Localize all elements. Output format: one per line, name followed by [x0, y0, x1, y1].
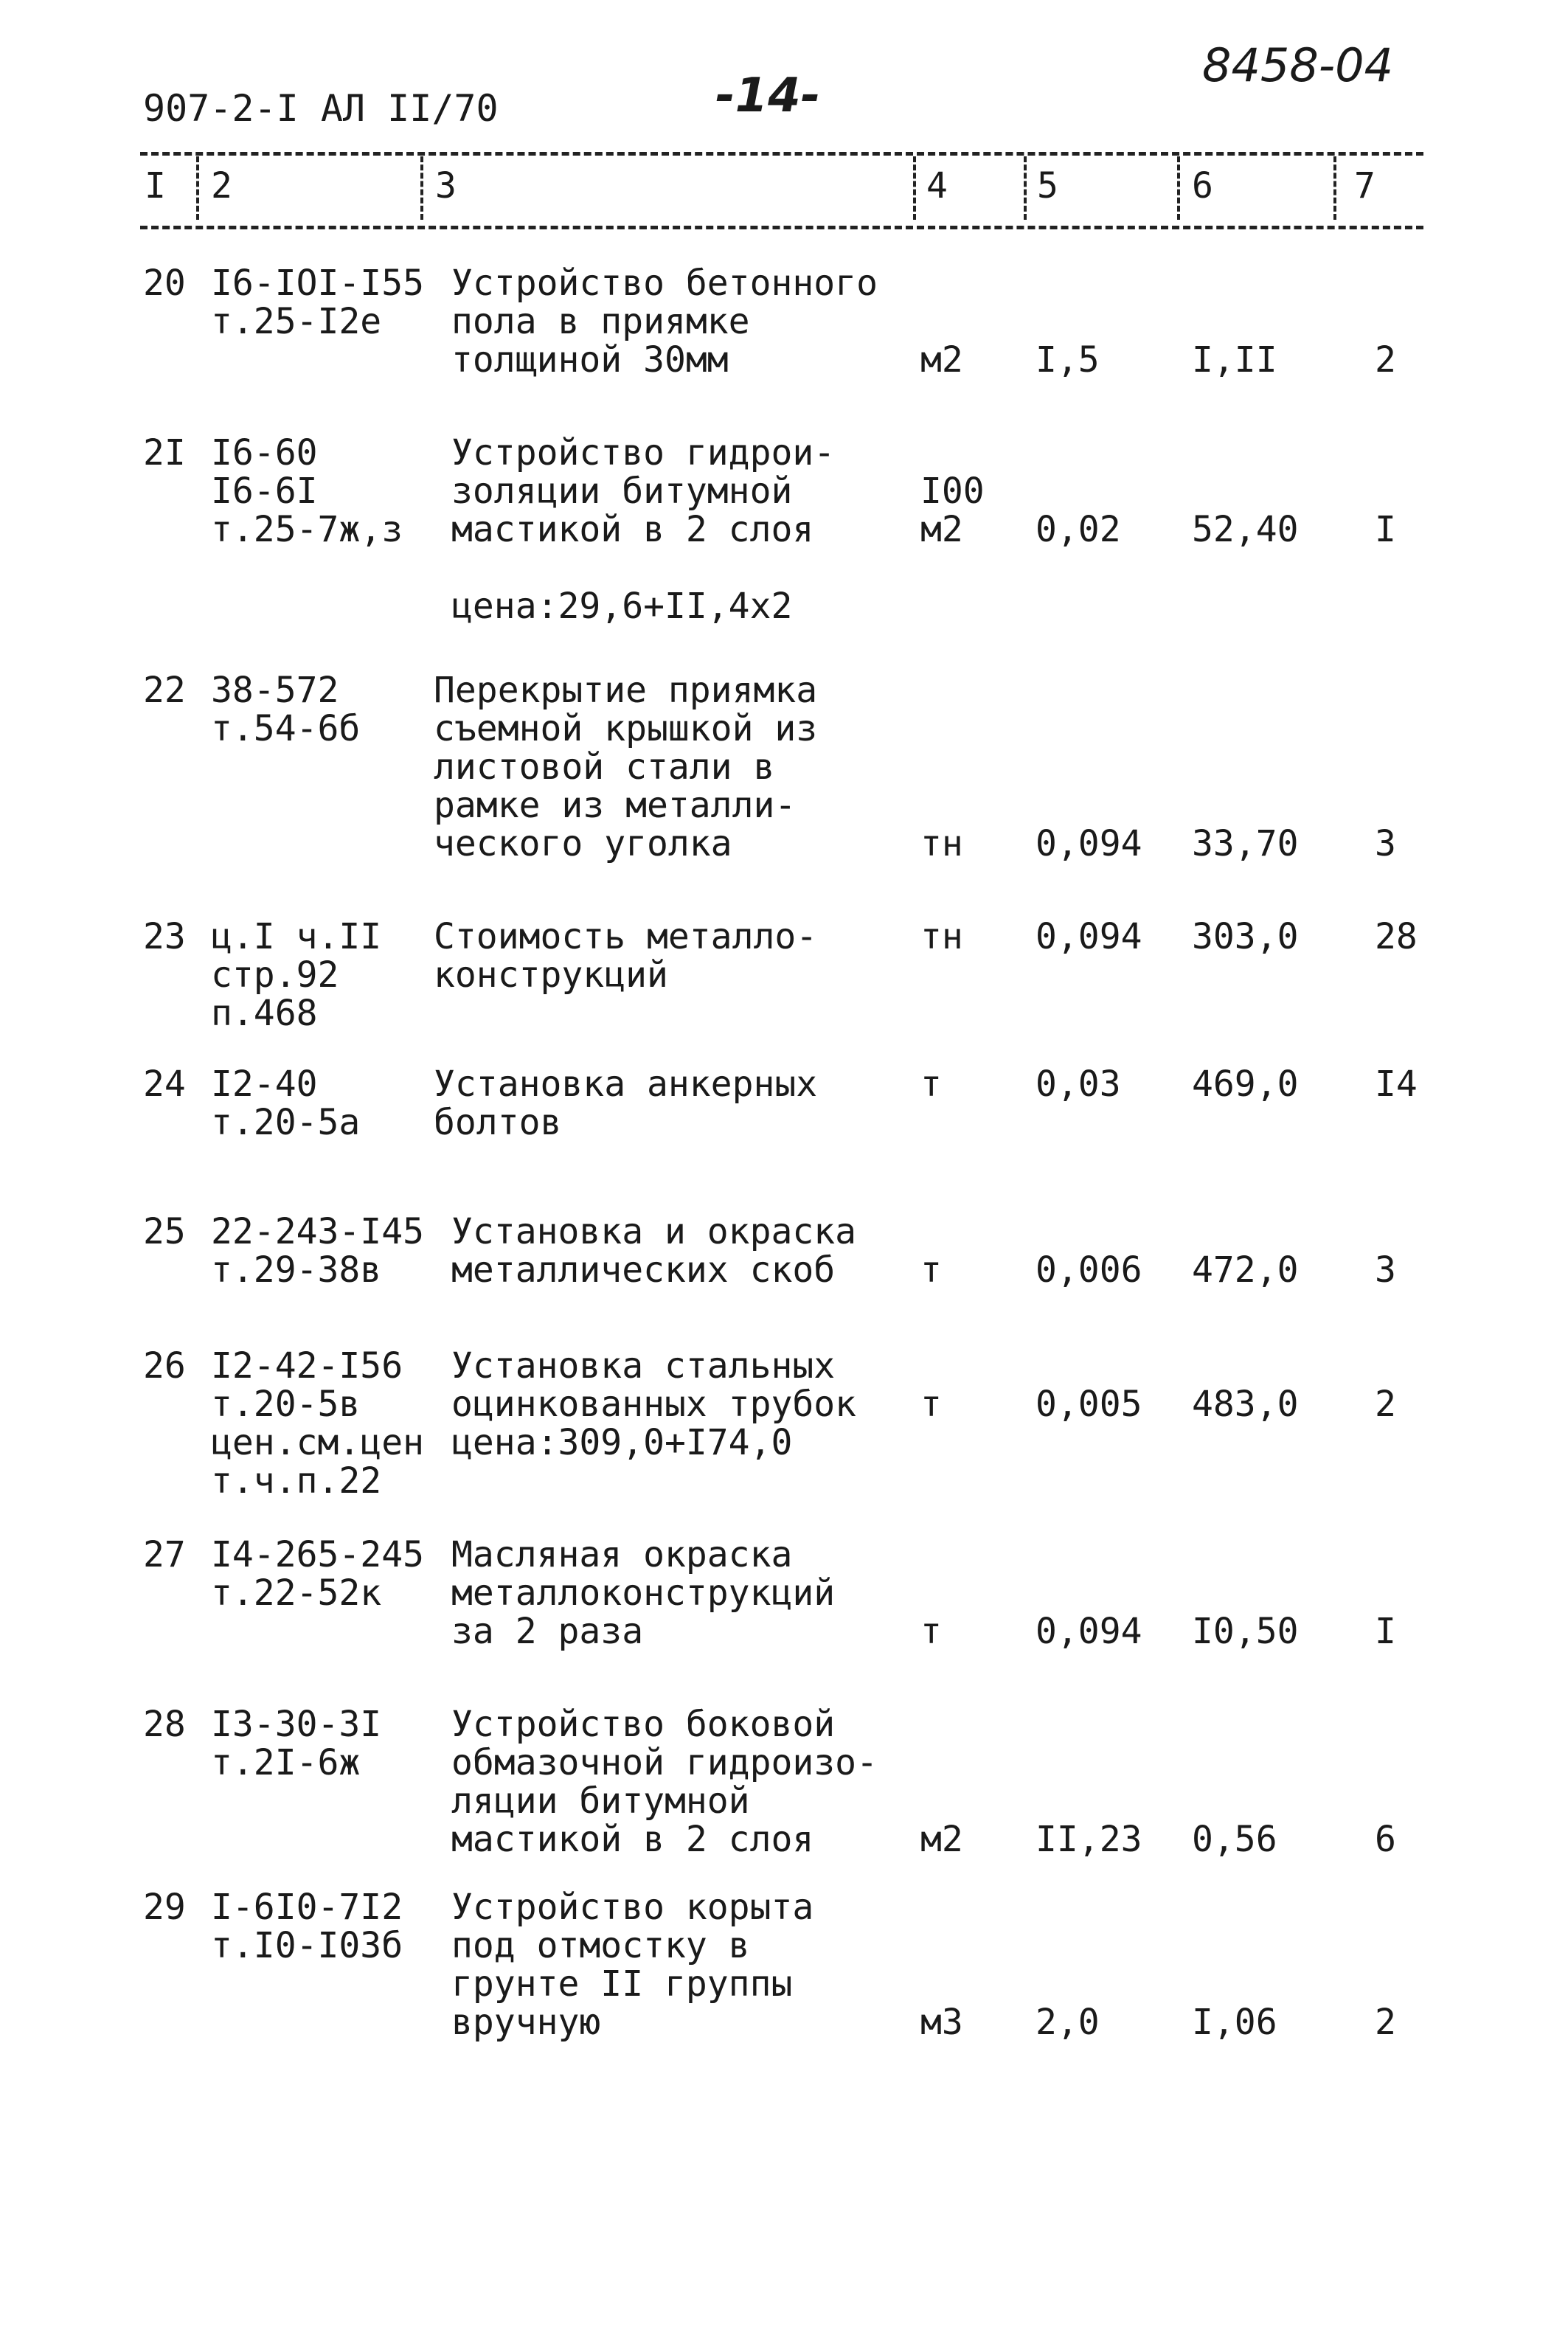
total-cost: 2	[1375, 2002, 1396, 2043]
row-number: 23	[143, 916, 186, 957]
quantity: I,5	[1035, 339, 1100, 381]
total-cost: I	[1375, 1611, 1396, 1652]
unit-price: 303,0	[1192, 916, 1299, 957]
work-description: Перекрытие приямка съемной крышкой из листовой стали в рамке из металли- ческого уголка	[434, 670, 818, 864]
column-header-1: I	[145, 165, 166, 207]
unit-price: 0,56	[1192, 1819, 1277, 1860]
row-number: 25	[143, 1211, 186, 1252]
work-description: Стоимость металло- конструкций	[434, 916, 818, 996]
norm-code: 22-243-I45 т.29-38в	[211, 1211, 424, 1291]
row-number: 2I	[143, 432, 186, 473]
total-cost: 2	[1375, 1384, 1396, 1425]
unit: т	[920, 1249, 942, 1291]
work-description: Масляная окраска металлоконструкций за 2 раза	[451, 1534, 836, 1652]
row-number: 26	[143, 1345, 186, 1387]
unit-price: 472,0	[1192, 1249, 1299, 1291]
norm-code: I6-60 I6-6I т.25-7ж,з	[211, 432, 403, 550]
column-header-3: 3	[435, 165, 457, 207]
quantity: 0,006	[1035, 1249, 1142, 1291]
unit-price: 469,0	[1192, 1064, 1299, 1105]
page-number: -14-	[715, 69, 821, 123]
unit: м2	[920, 339, 963, 381]
column-separator	[1024, 156, 1027, 220]
unit: I00 м2	[920, 471, 985, 550]
column-header-2: 2	[211, 165, 232, 207]
work-description: Устройство бетонного пола в приямке толщиной 30мм	[451, 263, 878, 381]
norm-code: 38-572 т.54-6б	[211, 670, 361, 749]
archive-number: 8458-04	[1202, 38, 1394, 92]
work-description: Устройство корыта под отмостку в грунте II группы вручную	[451, 1887, 814, 2043]
norm-code: I-6I0-7I2 т.I0-I03б	[211, 1887, 403, 1966]
work-description: Установка анкерных болтов	[434, 1064, 818, 1143]
column-separator	[196, 156, 199, 220]
header-rule-bottom	[140, 226, 1423, 229]
norm-code: I6-IOI-I55 т.25-I2е	[211, 263, 424, 342]
unit-price: I0,50	[1192, 1611, 1299, 1652]
total-cost: 2	[1375, 339, 1396, 381]
row-number: 22	[143, 670, 186, 711]
column-separator	[1333, 156, 1336, 220]
unit: м2	[920, 1819, 963, 1860]
unit: тн	[920, 823, 963, 864]
unit-price: 33,70	[1192, 823, 1299, 864]
row-number: 28	[143, 1704, 186, 1745]
quantity: 2,0	[1035, 2002, 1100, 2043]
total-cost: 3	[1375, 1249, 1396, 1291]
work-description: Установка и окраска металлических скоб	[451, 1211, 857, 1291]
unit-price: I,II	[1192, 339, 1277, 381]
column-header-4: 4	[926, 165, 948, 207]
row-number: 27	[143, 1534, 186, 1575]
column-separator	[1177, 156, 1180, 220]
quantity: 0,005	[1035, 1384, 1142, 1425]
work-description: Устройство гидрои- золяции битумной мастикой в 2 слоя цена:29,6+II,4х2	[451, 432, 836, 627]
quantity: 0,094	[1035, 823, 1142, 864]
column-header-6: 6	[1192, 165, 1213, 207]
row-number: 29	[143, 1887, 186, 1928]
total-cost: 3	[1375, 823, 1396, 864]
quantity: 0,02	[1035, 509, 1121, 550]
norm-code: I2-40 т.20-5а	[211, 1064, 361, 1143]
column-header-7: 7	[1354, 165, 1376, 207]
unit: м3	[920, 2002, 963, 2043]
total-cost: 6	[1375, 1819, 1396, 1860]
header-rule-top	[140, 152, 1423, 156]
unit: т	[920, 1384, 942, 1425]
unit-price: I,06	[1192, 2002, 1277, 2043]
quantity: 0,094	[1035, 916, 1142, 957]
column-separator	[420, 156, 423, 220]
norm-code: I3-30-3I т.2I-6ж	[211, 1704, 382, 1783]
column-separator	[913, 156, 916, 220]
document-code: 907-2-I АЛ II/70	[143, 87, 499, 130]
norm-code: I2-42-I56 т.20-5в цен.см.цен т.ч.п.22	[211, 1345, 424, 1502]
unit: т	[920, 1611, 942, 1652]
row-number: 20	[143, 263, 186, 304]
total-cost: I4	[1375, 1064, 1418, 1105]
unit: тн	[920, 916, 963, 957]
work-description: Устройство боковой обмазочной гидроизо- ляции битумной мастикой в 2 слоя	[451, 1704, 878, 1860]
column-header-5: 5	[1037, 165, 1058, 207]
unit-price: 483,0	[1192, 1384, 1299, 1425]
norm-code: ц.I ч.II стр.92 п.468	[211, 916, 382, 1034]
total-cost: 28	[1375, 916, 1418, 957]
row-number: 24	[143, 1064, 186, 1105]
unit: т	[920, 1064, 942, 1105]
unit-price: 52,40	[1192, 509, 1299, 550]
quantity: 0,094	[1035, 1611, 1142, 1652]
norm-code: I4-265-245 т.22-52к	[211, 1534, 424, 1614]
quantity: 0,03	[1035, 1064, 1121, 1105]
quantity: II,23	[1035, 1819, 1142, 1860]
work-description: Установка стальных оцинкованных трубок цена:309,0+I74,0	[451, 1345, 857, 1463]
total-cost: I	[1375, 509, 1396, 550]
